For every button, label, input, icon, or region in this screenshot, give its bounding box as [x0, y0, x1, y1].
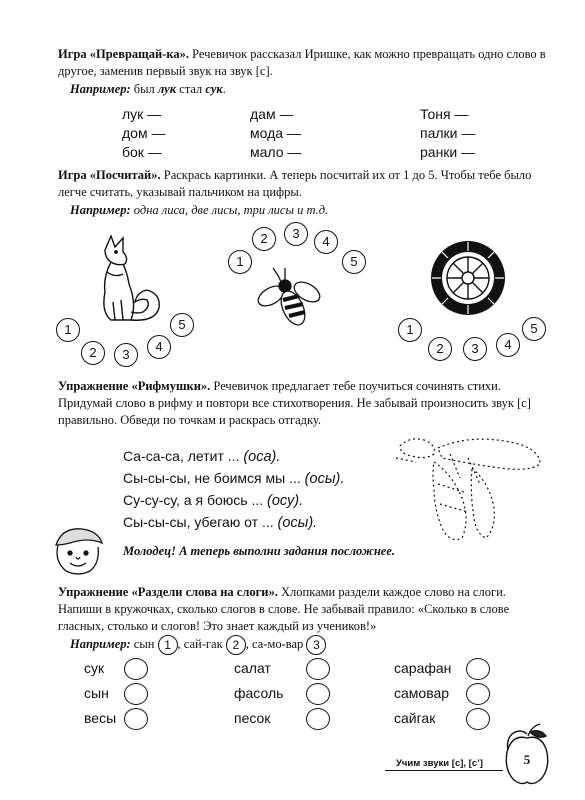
- empty-answer-circle[interactable]: [466, 683, 490, 705]
- rhyme-line: [123, 470, 344, 487]
- game1-word: Тоня —: [420, 106, 469, 122]
- game1-word: палки —: [420, 125, 476, 141]
- game2-example: [70, 202, 550, 219]
- rhyme-text: Су-су-су, а я боюсь ...: [123, 492, 264, 508]
- rhyme-line: [123, 492, 303, 509]
- ex2-example: [70, 635, 550, 655]
- number-circle: 3: [114, 343, 138, 367]
- number-circle: 2: [81, 341, 105, 365]
- game1-word: бок —: [122, 144, 162, 160]
- number-circle: 5: [522, 317, 546, 341]
- game1-word: мода —: [250, 125, 301, 141]
- game1-paragraph: [58, 46, 553, 80]
- number-circle: 4: [314, 230, 338, 254]
- game1-example-w1: лук: [157, 82, 177, 96]
- number-circle: 4: [496, 333, 520, 357]
- rhyme-text: Са-са-са, летит ...: [123, 448, 240, 464]
- gnome-picture: [48, 523, 108, 579]
- ex2-example-label: Например:: [70, 636, 131, 651]
- game2-paragraph: [58, 167, 553, 201]
- game1-word: дом —: [122, 125, 166, 141]
- ex1-text: Речевичок предлагает тебе поучиться сочинять стихи. Придумай слово в рифму и повтори все стихотворения. Не забывай произносить звук [с] правильно. Обведи по точкам и раскрась отгадку.: [58, 379, 531, 427]
- empty-answer-circle[interactable]: [306, 683, 330, 705]
- game2-text: Раскрась картинки. А теперь посчитай их от 1 до 5. Чтобы тебе было легче считать, указывай пальчиком на цифры.: [58, 168, 532, 199]
- ex2-paragraph: [58, 584, 553, 635]
- fox-picture: [85, 232, 165, 332]
- syllable-count-circle: 3: [306, 635, 326, 655]
- number-circle: 2: [252, 227, 276, 251]
- game1-word: мало —: [250, 144, 302, 160]
- rhyme-text: Сы-сы-сы, не боимся мы ...: [123, 470, 301, 486]
- game1-example-pre: был: [130, 82, 158, 96]
- game2-title: Игра «Посчитай».: [58, 168, 161, 182]
- number-circle: 3: [284, 222, 308, 246]
- rhyme-answer: (осы).: [277, 515, 318, 531]
- syllable-word: салат: [234, 660, 271, 676]
- ex2-title: Упражнение «Раздели слова на слоги».: [58, 585, 278, 599]
- wheel-picture: [428, 238, 508, 318]
- number-circle: 2: [428, 337, 452, 361]
- rhyme-text: Сы-сы-сы, убегаю от ...: [123, 514, 274, 530]
- syllable-count-circle: 1: [158, 635, 178, 655]
- empty-answer-circle[interactable]: [124, 683, 148, 705]
- footer-section: Учим звуки [с], [с’]: [396, 758, 483, 769]
- ex1-paragraph: [58, 378, 553, 429]
- game1-example-label: Например:: [70, 82, 131, 96]
- ex2-example-w2: , сай-гак: [177, 636, 226, 651]
- dotted-wasp-picture: [390, 428, 550, 548]
- ex2-text: Хлопками раздели каждое слово на слоги. Напиши в кружочках, сколько слогов в слове. Не забывай правило: «Сколько в слове гласных, столько и слогов! Это знает каждый из учеников!»: [58, 585, 510, 633]
- game1-word: ранки —: [420, 144, 476, 160]
- number-circle: 1: [228, 250, 252, 274]
- game2-example-text: одна лиса, две лисы, три лисы и т.д.: [130, 203, 329, 217]
- bee-picture: [255, 262, 325, 332]
- empty-answer-circle[interactable]: [306, 658, 330, 680]
- syllable-word: сын: [84, 685, 109, 701]
- number-circle: 4: [147, 335, 171, 359]
- praise-text: Молодец! А теперь выполни задания посложнее.: [123, 544, 396, 558]
- syllable-word: сук: [84, 660, 105, 676]
- empty-answer-circle[interactable]: [306, 708, 330, 730]
- empty-answer-circle[interactable]: [124, 658, 148, 680]
- game2-example-label: Например:: [70, 203, 131, 217]
- syllable-word: сайгак: [394, 710, 436, 726]
- syllable-word: самовар: [394, 685, 450, 701]
- game1-example-mid: стал: [176, 82, 206, 96]
- game1-example-w2: сук: [205, 82, 223, 96]
- rhyme-line: [123, 514, 317, 531]
- game1-example: [70, 81, 550, 98]
- ex2-example-w1: сын: [130, 636, 158, 651]
- game1-title: Игра «Превращай-ка».: [58, 47, 189, 61]
- game1-word: дам —: [250, 106, 294, 122]
- rhyme-line: [123, 448, 280, 465]
- ex2-example-w3: , са-мо-вар: [245, 636, 307, 651]
- syllable-word: песок: [234, 710, 271, 726]
- rhyme-answer: (оса).: [243, 449, 281, 465]
- number-circle: 5: [170, 313, 194, 337]
- empty-answer-circle[interactable]: [124, 708, 148, 730]
- number-circle: 3: [463, 337, 487, 361]
- syllable-word: сарафан: [394, 660, 452, 676]
- game1-word: лук —: [122, 106, 162, 122]
- empty-answer-circle[interactable]: [466, 708, 490, 730]
- game1-text: Речевичок рассказал Иришке, как можно превращать одно слово в другое, заменив первый звук на звук [с].: [58, 47, 546, 78]
- syllable-word: фасоль: [234, 685, 284, 701]
- number-circle: 1: [56, 318, 80, 342]
- ex1-title: Упражнение «Рифмушки».: [58, 379, 211, 393]
- empty-answer-circle[interactable]: [466, 658, 490, 680]
- number-circle: 1: [398, 318, 422, 342]
- number-circle: 5: [342, 250, 366, 274]
- game1-example-end: .: [222, 82, 226, 96]
- page-number: 5: [523, 752, 531, 767]
- syllable-count-circle: 2: [226, 635, 246, 655]
- syllable-word: весы: [84, 710, 117, 726]
- rhyme-answer: (осу).: [267, 493, 304, 509]
- rhyme-answer: (осы).: [304, 471, 345, 487]
